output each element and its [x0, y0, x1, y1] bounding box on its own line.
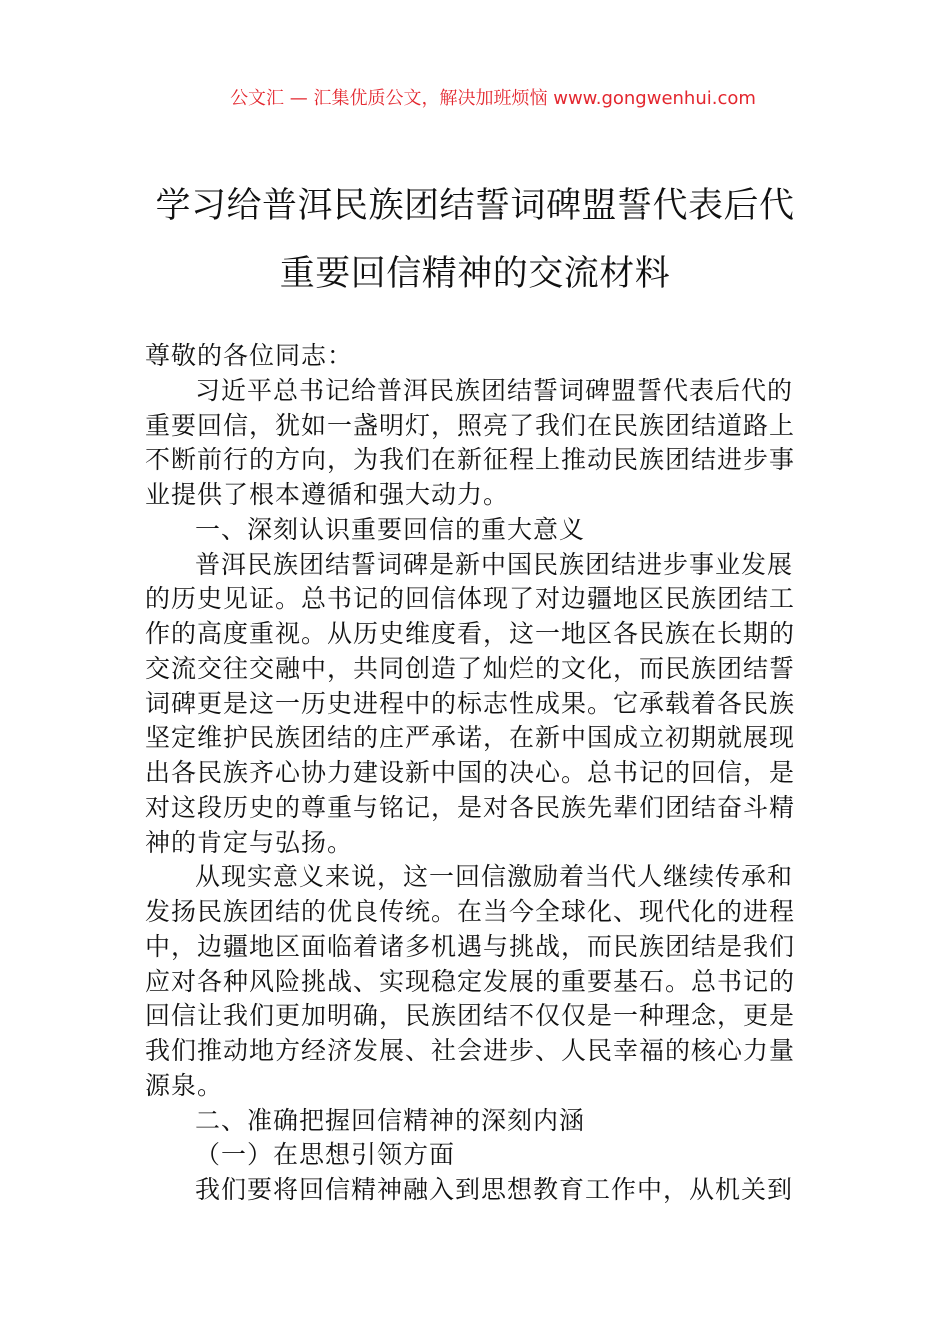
document-title-line-1: 学习给普洱民族团结誓词碑盟誓代表后代: [155, 186, 795, 226]
document-body: [145, 339, 810, 1208]
text-line: 坚定维护民族团结的庄严承诺，在新中国成立初期就展现: [145, 723, 796, 753]
text-line: 业提供了根本遵循和强大动力。: [145, 480, 510, 509]
text-line: 对这段历史的尊重与铭记，是对各民族先辈们团结奋斗精: [145, 792, 796, 822]
text-line: 回信让我们更加明确，民族团结不仅仅是一种理念，更是: [145, 1001, 796, 1031]
text-line: 普洱民族团结誓词碑是新中国民族团结进步事业发展: [195, 549, 794, 579]
text-line: 一、深刻认识重要回信的重大意义: [195, 514, 586, 544]
text-line: 重要回信，犹如一盏明灯，照亮了我们在民族团结道路上: [145, 410, 796, 440]
text-line: 从现实意义来说，这一回信激励着当代人继续传承和: [195, 862, 794, 892]
text-line: 源泉。: [145, 1070, 224, 1100]
text-line: 词碑更是这一历史进程中的标志性成果。它承载着各民族: [145, 688, 796, 718]
document-title-line-2: 重要回信精神的交流材料: [279, 254, 671, 294]
text-line: 我们要将回信精神融入到思想教育工作中，从机关到: [195, 1175, 794, 1204]
text-line: 作的高度重视。从历史维度看，这一地区各民族在长期的: [145, 619, 796, 648]
text-line: 中，边疆地区面临着诸多机遇与挑战，而民族团结是我们: [145, 931, 796, 961]
text-line: 应对各种风险挑战、实现稳定发展的重要基石。总书记的: [145, 966, 796, 996]
text-line: 尊敬的各位同志：: [145, 341, 354, 370]
text-line: 神的肯定与弘扬。: [145, 827, 354, 857]
text-line: 发扬民族团结的优良传统。在当今全球化、现代化的进程: [145, 897, 796, 926]
text-line: 二、准确把握回信精神的深刻内涵: [195, 1105, 586, 1135]
text-line: （一）在思想引领方面: [195, 1140, 456, 1170]
text-line: 的历史见证。总书记的回信体现了对边疆地区民族团结工: [145, 584, 796, 614]
text-line: 习近平总书记给普洱民族团结誓词碑盟誓代表后代的: [195, 375, 794, 405]
site-watermark-header: 公文汇 — 汇集优质公文，解决加班烦恼 www.gongwenhui.com: [230, 88, 756, 109]
text-line: 出各民族齐心协力建设新中国的决心。总书记的回信，是: [145, 758, 796, 787]
text-line: 不断前行的方向，为我们在新征程上推动民族团结进步事: [145, 445, 796, 475]
text-line: 我们推动地方经济发展、社会进步、人民幸福的核心力量: [145, 1036, 796, 1065]
text-line: 交流交往交融中，共同创造了灿烂的文化，而民族团结誓: [145, 653, 796, 683]
